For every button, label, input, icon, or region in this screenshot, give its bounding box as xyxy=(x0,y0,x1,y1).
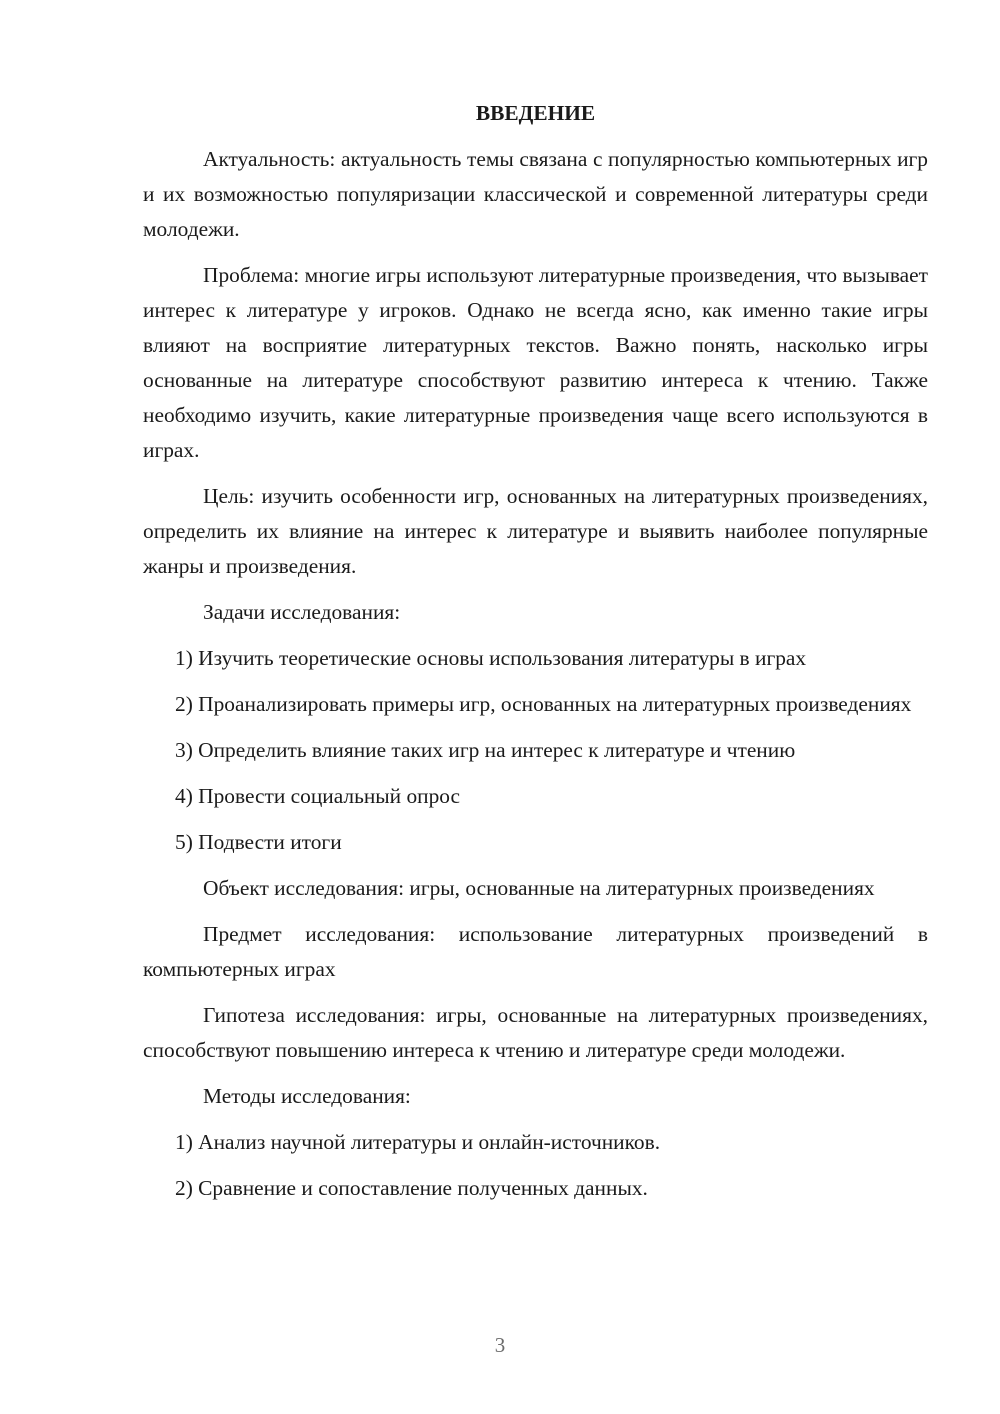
method-item-1: 1) Анализ научной литературы и онлайн-источников. xyxy=(175,1130,661,1154)
tasks-heading: Задачи исследования: xyxy=(203,600,401,624)
paragraph-object: Объект исследования: игры, основанные на литературных произведениях xyxy=(203,876,875,900)
document-page xyxy=(143,96,928,1217)
task-item-1: 1) Изучить теоретические основы использования литературы в играх xyxy=(175,646,807,670)
task-item-2: 2) Проанализировать примеры игр, основанных на литературных произведениях xyxy=(175,692,912,716)
task-item-3: 3) Определить влияние таких игр на интерес к литературе и чтению xyxy=(175,738,796,762)
method-item-2: 2) Сравнение и сопоставление полученных данных. xyxy=(175,1176,648,1200)
task-item-4: 4) Провести социальный опрос xyxy=(175,784,461,808)
paragraph-relevance: Актуальность: актуальность темы связана с популярностью компьютерных игр и их возможностью популяризации классической и современной литературы среди молодежи. xyxy=(143,147,928,241)
paragraph-problem: Проблема: многие игры используют литературные произведения, что вызывает интерес к литературе у игроков. Однако не всегда ясно, как именно такие игры влияют на восприятие литературных текстов. Важно понять, насколько игры основанные на литературе способствуют развитию интереса к чтению. Также необходимо изучить, какие литературные произведения чаще всего используются в играх. xyxy=(143,263,928,462)
page-number: 3 xyxy=(494,1333,506,1357)
paragraph-hypothesis: Гипотеза исследования: игры, основанные на литературных произведениях, способствуют повышению интереса к чтению и литературе среди молодежи. xyxy=(143,1003,928,1062)
paragraph-subject: Предмет исследования: использование литературных произведений в компьютерных играх xyxy=(143,922,928,981)
methods-heading: Методы исследования: xyxy=(203,1084,411,1108)
task-item-5: 5) Подвести итоги xyxy=(175,830,342,854)
section-title: ВВЕДЕНИЕ xyxy=(475,101,596,125)
paragraph-goal: Цель: изучить особенности игр, основанных на литературных произведениях, определить их влияние на интерес к литературе и выявить наиболее популярные жанры и произведения. xyxy=(143,484,928,578)
